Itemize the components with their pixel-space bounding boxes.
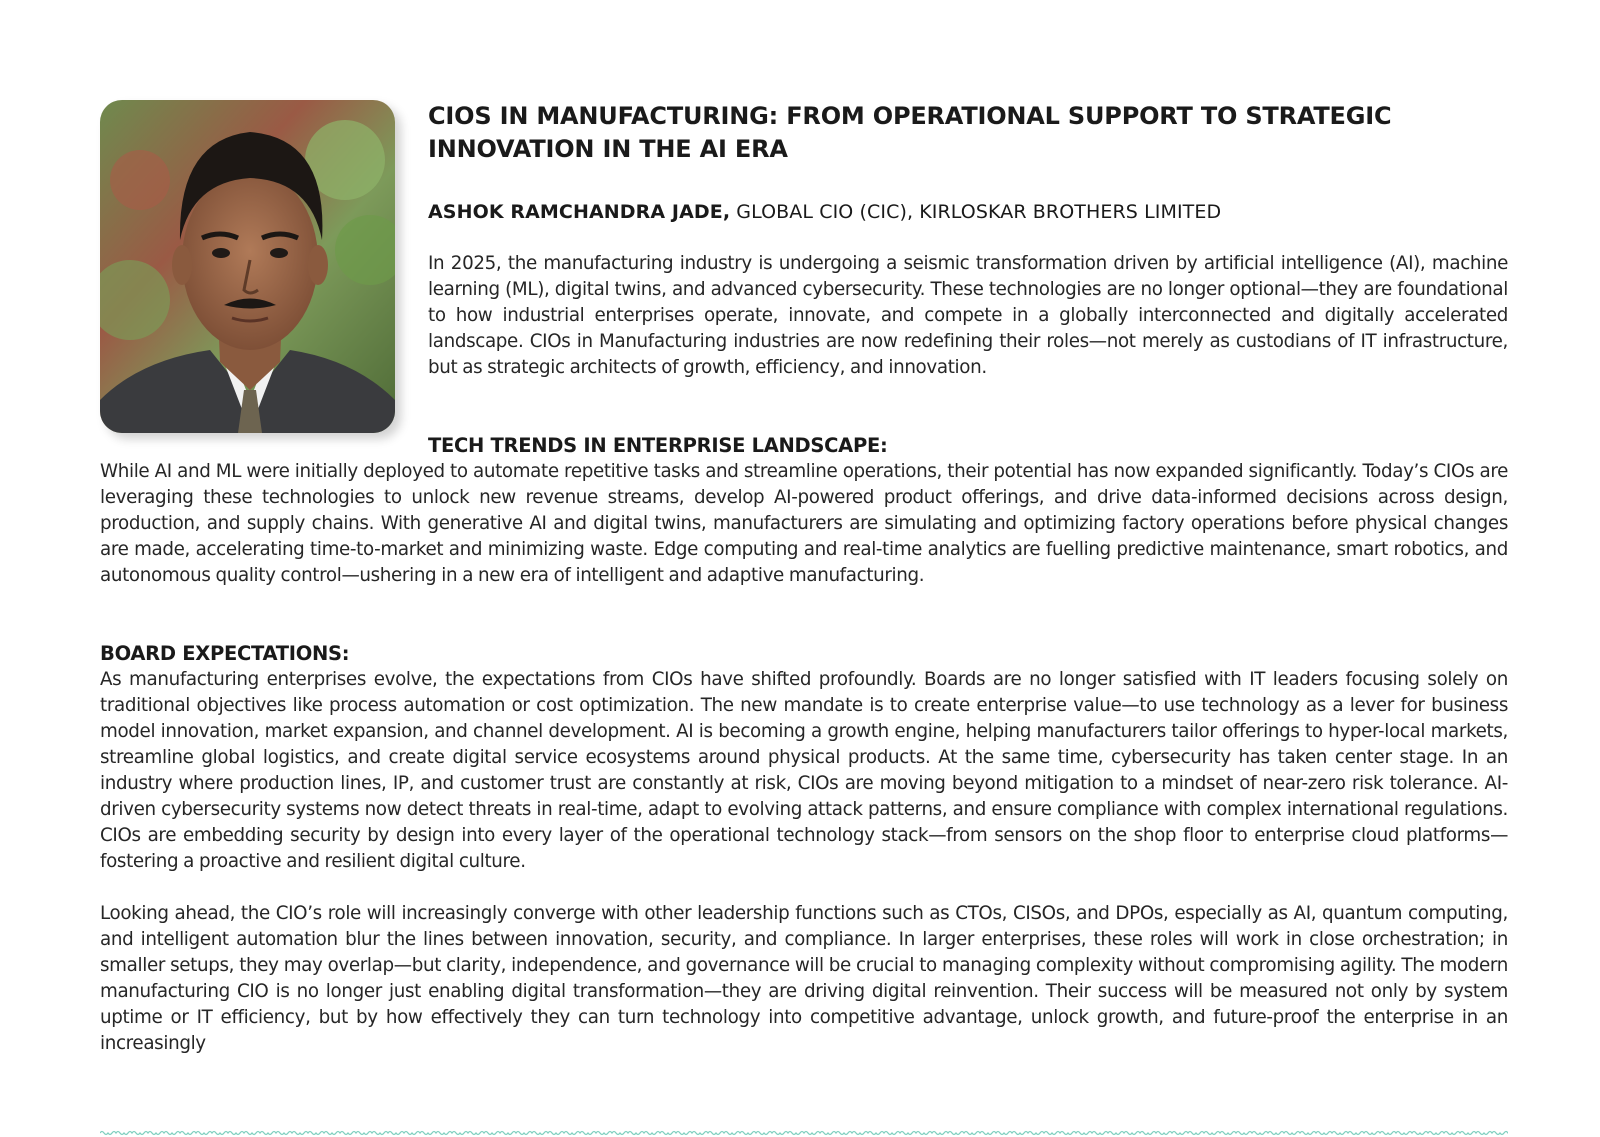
section-body-board-expectations: As manufacturing enterprises evolve, the expectations from CIOs have shifted profoundly. Boards are no longer satisfied with IT leaders focusing solely on traditional objectives like process automation or cost optimization. The new mandate is to create enterprise value—to use technology as a lever for business model innovation, market expansion, and channel development. AI is becoming a growth engine, helping manufacturers tailor offerings to hyper-local markets, streamline global logistics, and create digital service ecosystems around physical products. At the same time, cybersecurity has taken center stage. In an industry where production lines, IP, and customer trust are constantly at risk, CIOs are moving beyond mitigation to a mindset of near-zero risk tolerance. AI-driven cybersecurity systems now detect threats in real-time, adapt to evolving attack patterns, and ensure compliance with complex international regulations. CIOs are embedding security by design into every layer of the operational technology stack—from sensors on the shop floor to enterprise cloud platforms—fostering a proactive and resilient digital culture. [100,669,1508,872]
footer-wave-divider [100,1129,1508,1137]
author-role: GLOBAL CIO (CIC), KIRLOSKAR BROTHERS LIMITED [730,201,1222,223]
article-title: CIOS IN MANUFACTURING: FROM OPERATIONAL SUPPORT TO STRATEGIC INNOVATION IN THE AI ERA [428,102,1392,163]
intro-paragraph: In 2025, the manufacturing industry is undergoing a seismic transformation driven by artificial intelligence (AI), machine learning (ML), digital twins, and advanced cybersecurity. These technologies are no longer optional—they are foundational to how industrial enterprises operate, innovate, and compete in a globally interconnected and digitally accelerated landscape. CIOs in Manufacturing industries are now redefining their roles—not merely as custodians of IT infrastructure, but as strategic architects of growth, efficiency, and innovation. [428,253,1508,378]
closing-paragraph: Looking ahead, the CIO’s role will increasingly converge with other leadership functions such as CTOs, CISOs, and DPOs, especially as AI, quantum computing, and intelligent automation blur the lines between innovation, security, and compliance. In larger enterprises, these roles will work in close orchestration; in smaller setups, they may overlap—but clarity, independence, and governance will be crucial to managing complexity without compromising agility. The modern manufacturing CIO is no longer just enabling digital transformation—they are driving digital reinvention. Their success will be measured not only by system uptime or IT efficiency, but by how effectively they can turn technology into competitive advantage, unlock growth, and future-proof the enterprise in an increasingly [100,903,1508,1054]
author-photo [100,100,395,433]
author-byline [428,199,1508,225]
section-heading-tech-trends: TECH TRENDS IN ENTERPRISE LANDSCAPE: [428,434,888,457]
author-name: ASHOK RAMCHANDRA JADE, [428,201,731,223]
section-body-tech-trends: While AI and ML were initially deployed to automate repetitive tasks and streamline operations, their potential has now expanded significantly. Today’s CIOs are leveraging these technologies to unlock new revenue streams, develop AI-powered product offerings, and drive data-informed decisions across design, production, and supply chains. With generative AI and digital twins, manufacturers are simulating and optimizing factory operations before physical changes are made, accelerating time-to-market and minimizing waste. Edge computing and real-time analytics are fuelling predictive maintenance, smart robotics, and autonomous quality control—ushering in a new era of intelligent and adaptive manufacturing. [100,461,1508,586]
section-heading-board-expectations: BOARD EXPECTATIONS: [100,642,350,665]
